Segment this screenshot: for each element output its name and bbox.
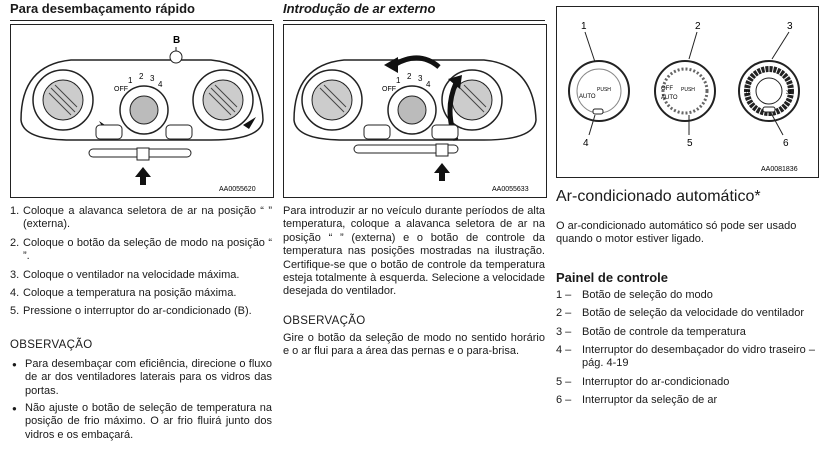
auto-ac-text [556,188,818,413]
outside-air-button-icon [432,125,458,139]
callout-label: 1 [581,21,587,32]
callout-label: 2 [695,21,701,32]
fan-dial-label: 3 [150,74,155,83]
recirc-button-icon [96,125,122,139]
panel-title: Painel de controle [556,269,668,285]
paragraph: Gire o botão da seleção de modo no sentido horário e o ar flui para a área das pernas e o para-brisa. [283,331,545,358]
figure-code: AA0055633 [492,186,529,193]
heading-rule [283,20,545,21]
air-selector-lever [436,144,448,156]
outside-air-button-icon [166,125,192,139]
callout-label: 5 [687,138,693,149]
fan-knob [398,96,426,124]
recirc-button-icon [364,125,390,139]
figure-code: AA0081836 [761,166,798,173]
fan-dial-label: 3 [418,74,423,83]
knob-text: AUTO [661,95,678,101]
section-heading-outside-air: Introdução de ar externo [283,1,436,16]
section-heading-quick-defog: Para desembaçamento rápido [10,1,195,16]
figure-code: AA0055620 [219,186,256,193]
list-item: 6 – Interruptor da seleção de ar [556,394,718,407]
callout-b-label: B [173,35,181,46]
knob-text: 32 [786,90,792,96]
list-item: 5. Pressione o interruptor do ar-condicionado (B). [10,305,252,318]
callout-label: 6 [783,138,789,149]
list-item: 3. Coloque o ventilador na velocidade máxima. [10,268,240,281]
up-arrow-icon [434,163,450,181]
list-item: 1 – Botão de seleção do modo [556,288,713,301]
quick-defog-steps [10,205,272,446]
column-quick-defog [10,0,272,21]
fan-dial-label: OFF [382,86,396,93]
callout-label: 4 [583,138,589,149]
list-item: 2. Coloque o botão da seleção de modo na posição “ ”. [10,236,272,263]
list-item: 4. Coloque a temperatura na posição máxima. [10,287,237,300]
list-item: 1. Coloque a alavanca seletora de ar na posição “ ” (externa). [10,205,272,231]
auto-climate-panel-illustration [557,7,818,177]
list-item: 2 – Botão de seleção da velocidade do ventilador [556,307,804,320]
knob-text: 18 [745,90,751,96]
list-item: ● Para desembaçar com eficiência, direcione o fluxo de ar dos ventiladores laterais para os vidros das portas. [10,358,272,398]
ac-button-icon [170,51,182,63]
climate-panel-illustration [284,25,546,197]
section-heading-auto-ac: Ar-condicionado automático* [556,188,761,205]
fan-dial-label: 4 [426,80,431,89]
fan-dial-label: OFF [114,86,128,93]
knob-text: AUTO [579,94,596,100]
up-arrow-icon [135,167,151,185]
air-selector-lever [137,148,149,160]
figure-auto-panel [556,6,819,178]
fan-dial-label: 1 [128,76,133,85]
fan-dial-label: 1 [396,76,401,85]
paragraph: Para introduzir ar no veículo durante períodos de alta temperatura, coloque a alavanca seletora de ar na posição “ ” (externa) e o botão de controle da temperatura nas posições mostradas na ilustração. Certifique-se que o botão de controle da temperatura esteja totalmente à esquerda. Selecione a velocidade desejada do ventilador. [283,205,545,298]
fan-dial-label: 2 [407,72,412,81]
knob-text: OFF [661,86,673,92]
callout-label: 3 [787,21,793,32]
note-title: OBSERVAÇÃO [283,314,366,327]
list-item: 3 – Botão de controle da temperatura [556,325,746,338]
climate-panel-illustration [11,25,273,197]
fan-knob [130,96,158,124]
list-item: 5 – Interruptor do ar-condicionado [556,375,730,388]
fan-dial-label: 2 [139,72,144,81]
figure-quick-defog [10,24,274,198]
list-item: 4 – Interruptor do desembaçador do vidro traseiro – pág. 4-19 [556,344,815,370]
knob-text: PUSH [597,87,611,93]
column-outside-air [283,0,545,21]
figure-outside-air [283,24,547,198]
list-item: ● Não ajuste o botão de seleção de temperatura na posição de frio máximo. O ar frio fluirá junto dos vidros e os embaçará. [10,402,272,442]
paragraph: O ar-condicionado automático só pode ser usado quando o motor estiver ligado. [556,220,797,246]
note-title: OBSERVAÇÃO [10,338,93,351]
knob-text: PUSH [681,87,695,93]
fan-dial-label: 4 [158,80,163,89]
outside-air-text [283,205,545,359]
heading-rule [10,20,272,21]
